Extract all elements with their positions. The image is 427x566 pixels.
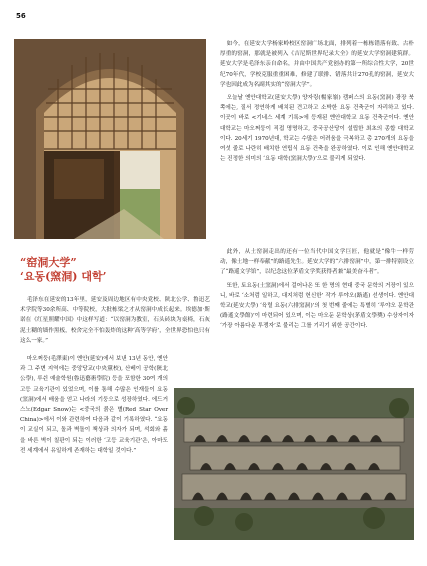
cave-interior-photo — [14, 39, 206, 239]
heading-korean: ‘요동(窯洞) 대학’ — [20, 270, 107, 283]
cave-complex-aerial-photo — [174, 388, 414, 540]
chinese-paragraph-lu-yao: 此外，从土窑洞走出的还有一位当代中国文学巨匠，他就是“像牛一样劳动，像土地一样奉献”的路遥先生。延安大学的“六排窑洞”中，第一排特别设立了“路遥文学馆”，以纪念这位茅盾文学奖获得者兼“最美奋斗者”。 — [220, 249, 414, 276]
chinese-paragraph-cave-buildings: 如今，在延安大学杨家岭校区窑洞广场北面，排列着一栋栋错落有致、古朴厚重的窑洞，那就是被列入《吉尼斯世界纪录大全》的延安大学窑洞建筑群。延安大学是毛泽东亲自命名，并由中国共产党创办的第一所综合性大学，20世纪70年代，学校克服重重困难，修建了联排、错落共计270孔的窑洞，延安大学也因此成为名副其实的“窑洞大学”。 — [220, 41, 414, 88]
page-number: 56 — [16, 12, 26, 20]
right-column-top — [220, 39, 414, 164]
section-heading — [20, 256, 210, 284]
left-column-continued — [20, 354, 168, 456]
right-column-middle — [220, 247, 414, 332]
korean-paragraph-lu-yao: 또한, 토요동(土窯洞)에서 걸어나온 또 한 명의 현대 중국 문학의 거장이 있으니, 바로 ‘소처럼 일하고, 대지처럼 헌신한’ 작가 루야오(路遙) 선생이다. 옌안대학교(延安大學) ‘육렬 요동(六排窯洞)’의 첫 번째 줄에는 특별히 ‘루야오 문학관(路遙文學館)’이 마련되어 있으며, 이는 마오둔 문학상(茅盾文學獎) 수상자이자 ‘가장 아름다운 투쟁자’로 불리는 그를 기리기 위한 공간이다. — [220, 282, 414, 330]
chinese-paragraph-mao-years: 毛泽东在延安的13年里，延安及周边地区有中央党校、陕北公学、鲁迅艺术学院等30余所高、中等院校，大批栋梁之才从窑洞中成长起来。埃德加·斯诺在《红星照耀中国》中这样写道：“以窑洞为教室，石头砖块为桌椅，石灰泥土糊的墙作黑板，校舍完全不怕轰炸的这种‘高等学府’，全世界恐怕也只有这么一家。” — [20, 297, 210, 344]
left-column — [20, 295, 210, 346]
korean-paragraph-mao-years: 마오쩌둥(毛澤東)이 옌안(延安)에서 보낸 13년 동안, 옌안과 그 주변 지역에는 중앙당교(中央黨校), 산베이 공학(陝北公學), 루쉰 예술학원(魯迅藝術學院) 등을 포함한 30여 개의 고등 교육기관이 있었으며, 이를 통해 수많은 인재들이 요동(窯洞)에서 배움을 얻고 나라의 기둥으로 성장하였다. 에드거 스노(Edgar Snow)는 <중국의 붉은 별(Red Star Over China)>에서 이와 관련하여 다음과 같이 기록하였다. “요동이 교실이 되고, 돌과 벽돌이 책상과 의자가 되며, 석회와 흙을 바른 벽이 칠판이 되는 이러한 ‘고등 교육기관’은, 아마도 전 세계에서 유일하게 존재하는 대학일 것이다.” — [20, 356, 168, 454]
korean-paragraph-cave-buildings: 오늘날 옌안대학교(延安大學) 양자링(楊家嶺) 캠퍼스의 요동(窯洞) 광장 북쪽에는, 질서 정연하게 배치된 견고하고 소박한 요동 건축군이 자리하고 있다. 이곳이 바로 <기네스 세계 기록>에 등재된 옌안대학교 요동 건축군이다. 옌안대학교는 마오쩌둥이 직접 명명하고, 중국공산당이 설립한 최초의 종합 대학교이다. 20세기 1970년대, 학교는 수많은 어려움을 극복하고 총 270개의 요동을 여섯 줄로 나란히 배치한 연립식 요동 건축을 완공하였다. 이로 인해 옌안대학교는 진정한 의미의 ‘요동 대학(窯洞大學)’으로 불리게 되었다. — [220, 95, 414, 163]
heading-chinese: “窑洞大学” — [20, 256, 77, 269]
